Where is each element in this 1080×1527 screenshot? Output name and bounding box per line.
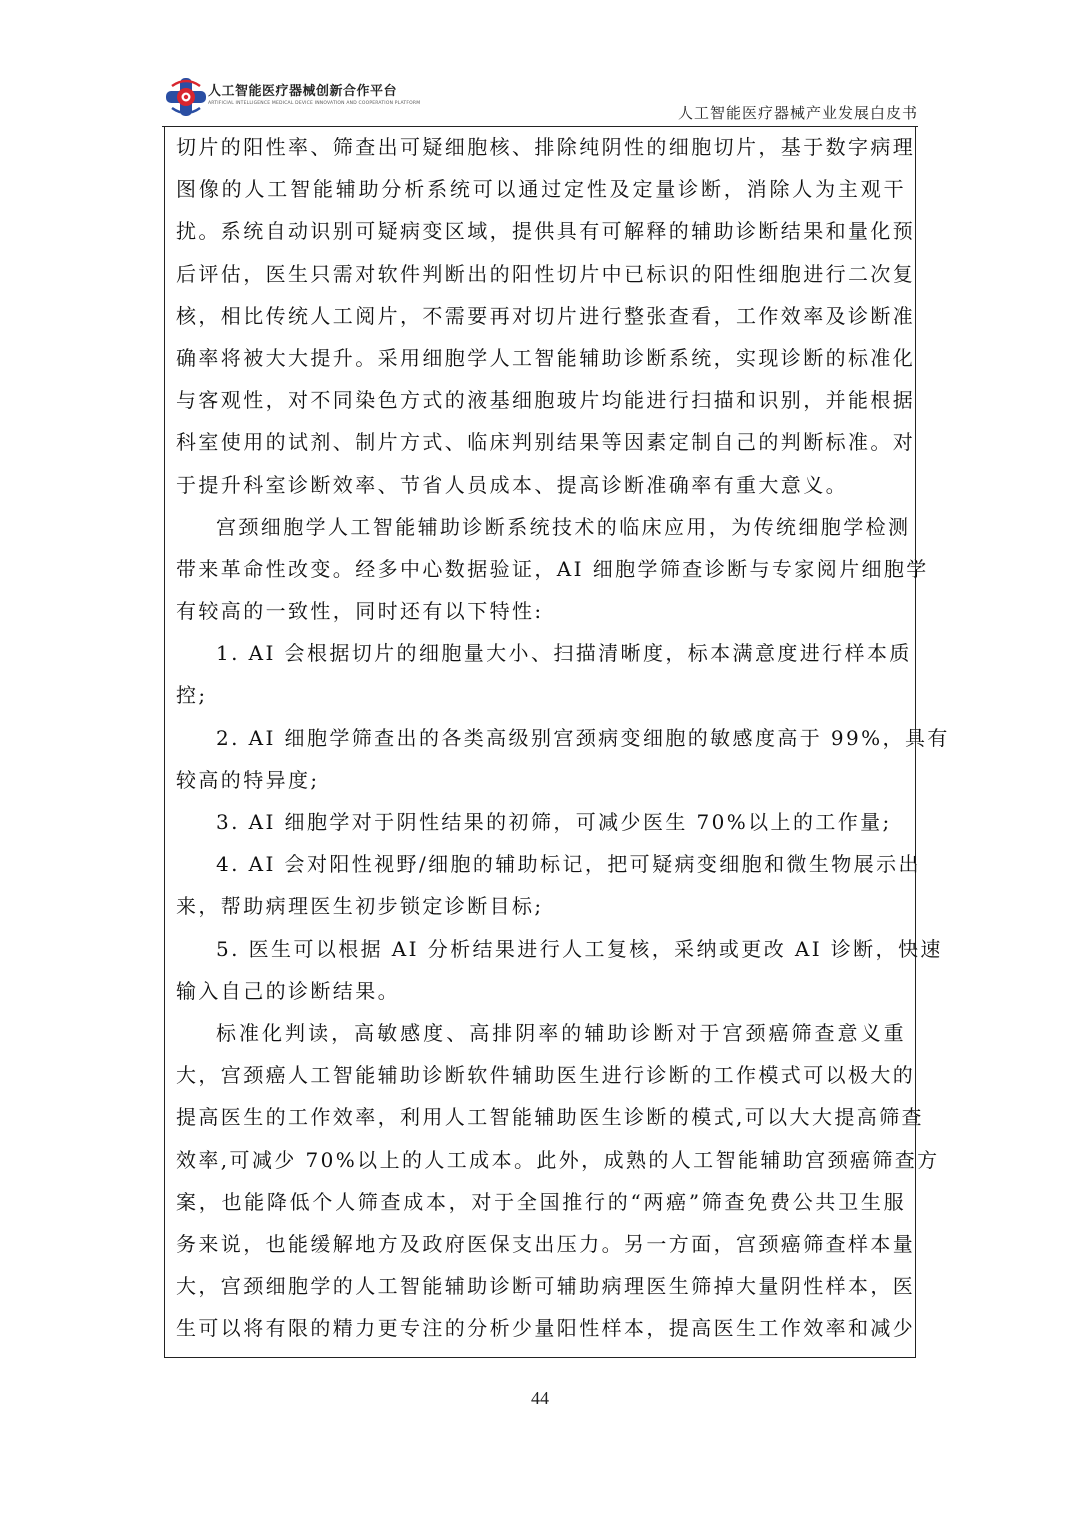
text-line: 生可以将有限的精力更专注的分析少量阳性样本，提高医生工作效率和减少 <box>176 1316 916 1341</box>
org-block <box>208 80 468 106</box>
org-name: 人工智能医疗器械创新合作平台 <box>208 84 398 99</box>
text-line: 效率,可减少 70%以上的人工成本。此外，成熟的人工智能辅助宫颈癌筛查方 <box>176 1147 940 1172</box>
list-item-line: 1. AI 会根据切片的细胞量大小、扫描清晰度，标本满意度进行样本质 <box>216 641 912 666</box>
text-line: 确率将被大大提升。采用细胞学人工智能辅助诊断系统，实现诊断的标准化 <box>176 345 916 370</box>
text-line: 科室使用的试剂、制片方式、临床判别结果等因素定制自己的判断标准。对 <box>176 430 916 455</box>
text-line: 宫颈细胞学人工智能辅助诊断系统技术的临床应用，为传统细胞学检测 <box>216 514 911 539</box>
platform-logo-icon <box>162 74 214 120</box>
text-line: 大，宫颈细胞学的人工智能辅助诊断可辅助病理医生筛掉大量阴性样本，医 <box>176 1274 916 1299</box>
text-line: 于提升科室诊断效率、节省人员成本、提高诊断准确率有重大意义。 <box>176 472 848 497</box>
text-line: 来，帮助病理医生初步锁定诊断目标; <box>176 894 544 919</box>
document-title: 人工智能医疗器械产业发展白皮书 <box>677 104 918 122</box>
text-line: 控; <box>176 683 208 708</box>
list-item-line: 3. AI 细胞学对于阴性结果的初筛，可减少医生 70%以上的工作量; <box>216 810 892 834</box>
text-line: 务来说，也能缓解地方及政府医保支出压力。另一方面，宫颈癌筛查样本量 <box>176 1231 916 1256</box>
list-item-line: 2. AI 细胞学筛查出的各类高级别宫颈病变细胞的敏感度高于 99%，具有 <box>216 725 950 750</box>
text-line: 标准化判读，高敏感度、高排阴率的辅助诊断对于宫颈癌筛查意义重 <box>216 1020 906 1045</box>
text-line: 扰。系统自动识别可疑病变区域，提供具有可解释的辅助诊断结果和量化预 <box>176 219 916 244</box>
list-item-line: 4. AI 会对阳性视野/细胞的辅助标记，把可疑病变细胞和微生物展示出 <box>216 852 921 877</box>
text-line: 图像的人工智能辅助分析系统可以通过定性及定量诊断，消除人为主观干 <box>176 177 906 202</box>
text-line: 与客观性，对不同染色方式的液基细胞玻片均能进行扫描和识别，并能根据 <box>176 388 916 413</box>
text-line: 输入自己的诊断结果。 <box>176 978 400 1003</box>
text-line: 较高的特异度; <box>176 767 320 792</box>
org-subtitle: ARTIFICIAL INTELLIGENCE MEDICAL DEVICE INNOVATION AND COOPERATION PLATFORM <box>208 101 421 106</box>
text-line: 核，相比传统人工阅片，不需要再对切片进行整张查看，工作效率及诊断准 <box>176 303 916 328</box>
page-number: 44 <box>531 1388 549 1408</box>
page-header <box>162 70 918 126</box>
body-text <box>176 126 950 1349</box>
text-line: 提高医生的工作效率，利用人工智能辅助医生诊断的模式,可以大大提高筛查 <box>176 1105 924 1130</box>
list-item-line: 5. 医生可以根据 AI 分析结果进行人工复核，采纳或更改 AI 诊断，快速 <box>216 936 943 961</box>
text-line: 带来革命性改变。经多中心数据验证，AI 细胞学筛查诊断与专家阅片细胞学 <box>176 556 929 581</box>
text-line: 切片的阳性率、筛查出可疑细胞核、排除纯阴性的细胞切片，基于数字病理 <box>176 135 916 159</box>
text-line: 有较高的一致性，同时还有以下特性: <box>176 599 544 624</box>
text-line: 后评估，医生只需对软件判断出的阳性切片中已标识的阳性细胞进行二次复 <box>176 261 916 286</box>
text-line: 案，也能降低个人筛查成本，对于全国推行的“两癌”筛查免费公共卫生服 <box>176 1189 906 1214</box>
text-line: 大，宫颈癌人工智能辅助诊断软件辅助医生进行诊断的工作模式可以极大的 <box>176 1063 916 1088</box>
